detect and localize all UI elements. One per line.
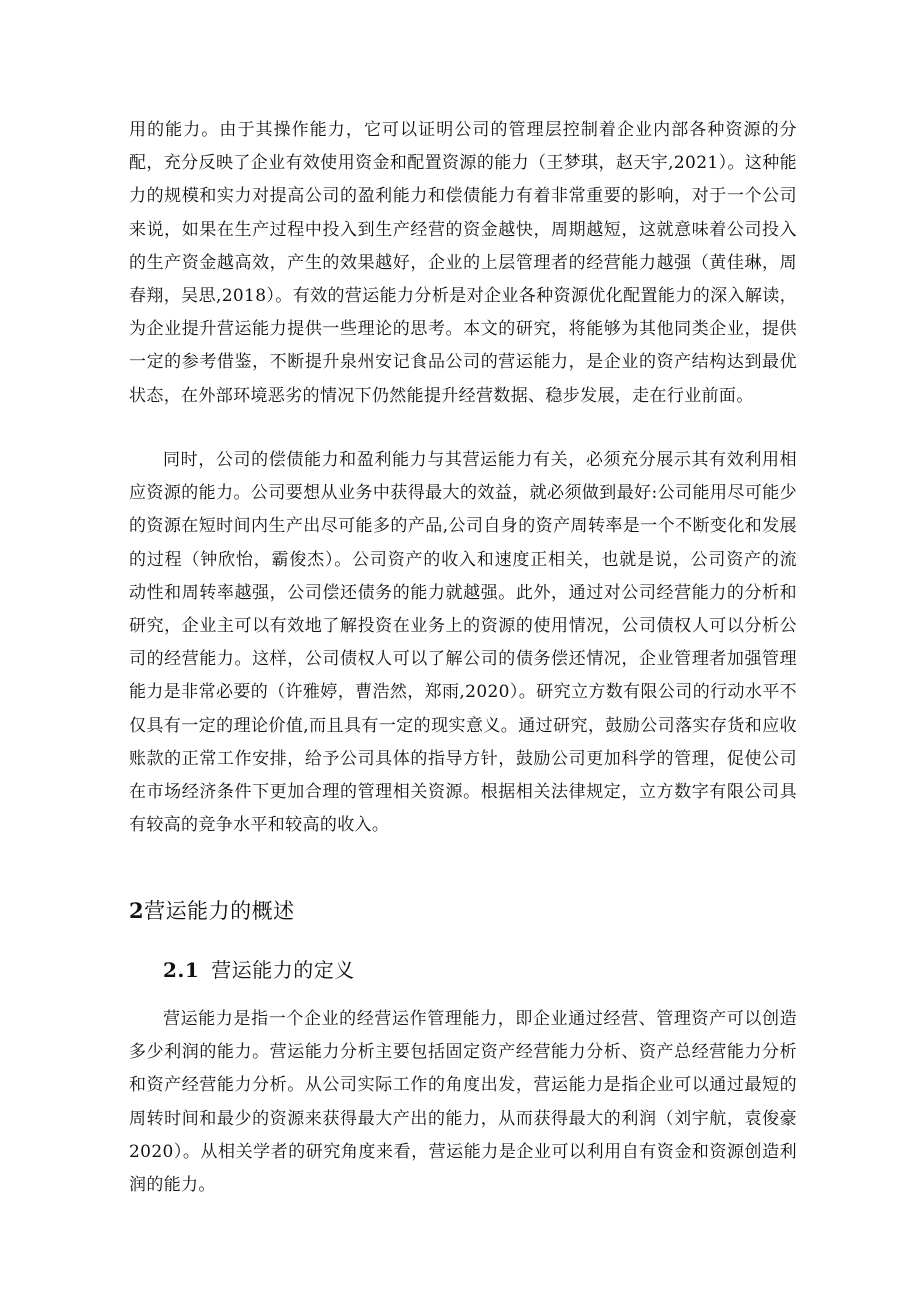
- body-paragraph-2: 同时，公司的偿债能力和盈利能力与其营运能力有关，必须充分展示其有效利用相应资源的能力。公司要想从业务中获得最大的效益，就必须做到最好:公司能用尽可能少的资源在短时间内生产出尽可能多的产品,公司自身的资产周转率是一个不断变化和发展的过程（钟欣怡，霸俊杰）。公司资产的收入和速度正相关，也就是说，公司资产的流动性和周转率越强，公司偿还债务的能力就越强。此外，通过对公司经营能力的分析和研究，企业主可以有效地了解投资在业务上的资源的使用情况，公司债权人可以分析公司的经营能力。这样，公司债权人可以了解公司的债务偿还情况，企业管理者加强管理能力是非常必要的（许雅婷，曹浩然，郑雨,2020）。研究立方数有限公司的行动水平不仅具有一定的理论价值,而且具有一定的现实意义。通过研究，鼓励公司落实存货和应收账款的正常工作安排，给予公司具体的指导方针，鼓励公司更加科学的管理，促使公司在市场经济条件下更加合理的管理相关资源。根据相关法律规定，立方数字有限公司具有较高的竞争水平和较高的收入。: [129, 450, 797, 836]
- section-number: 2: [129, 898, 145, 923]
- subsection-heading: [163, 955, 355, 985]
- body-paragraph-1: 用的能力。由于其操作能力，它可以证明公司的管理层控制着企业内部各种资源的分配，充分反映了企业有效使用资金和配置资源的能力（王梦琪，赵天宇,2021）。这种能力的规模和实力对提高公司的盈利能力和偿债能力有着非常重要的影响，对于一个公司来说，如果在生产过程中投入到生产经营的资金越快，周期越短，这就意味着公司投入的生产资金越高效，产生的效果越好，企业的上层管理者的经营能力越强（黄佳琳，周春翔，吴思,2018）。有效的营运能力分析是对企业各种资源优化配置能力的深入解读，为企业提升营运能力提供一些理论的思考。本文的研究，将能够为其他同类企业，提供一定的参考借鉴，不断提升泉州安记食品公司的营运能力，是企业的资产结构达到最优状态，在外部环境恶劣的情况下仍然能提升经营数据、稳步发展，走在行业前面。: [129, 120, 797, 406]
- subsection-number: 2.1: [163, 958, 200, 982]
- subsection-title: 营运能力的定义: [211, 958, 355, 982]
- section-title: 营运能力的概述: [144, 899, 295, 923]
- body-paragraph-3: 营运能力是指一个企业的经营运作管理能力，即企业通过经营、管理资产可以创造多少利润的能力。营运能力分析主要包括固定资产经营能力分析、资产总经营能力分析和资产经营能力分析。从公司实际工作的角度出发，营运能力是指企业可以通过最短的周转时间和最少的资源来获得最大产出的能力，从而获得最大的利润（刘宇航，袁俊豪 2020）。从相关学者的研究角度来看，营运能力是企业可以利用自有资金和资源创造利润的能力。: [129, 1009, 797, 1196]
- section-heading: [129, 896, 295, 926]
